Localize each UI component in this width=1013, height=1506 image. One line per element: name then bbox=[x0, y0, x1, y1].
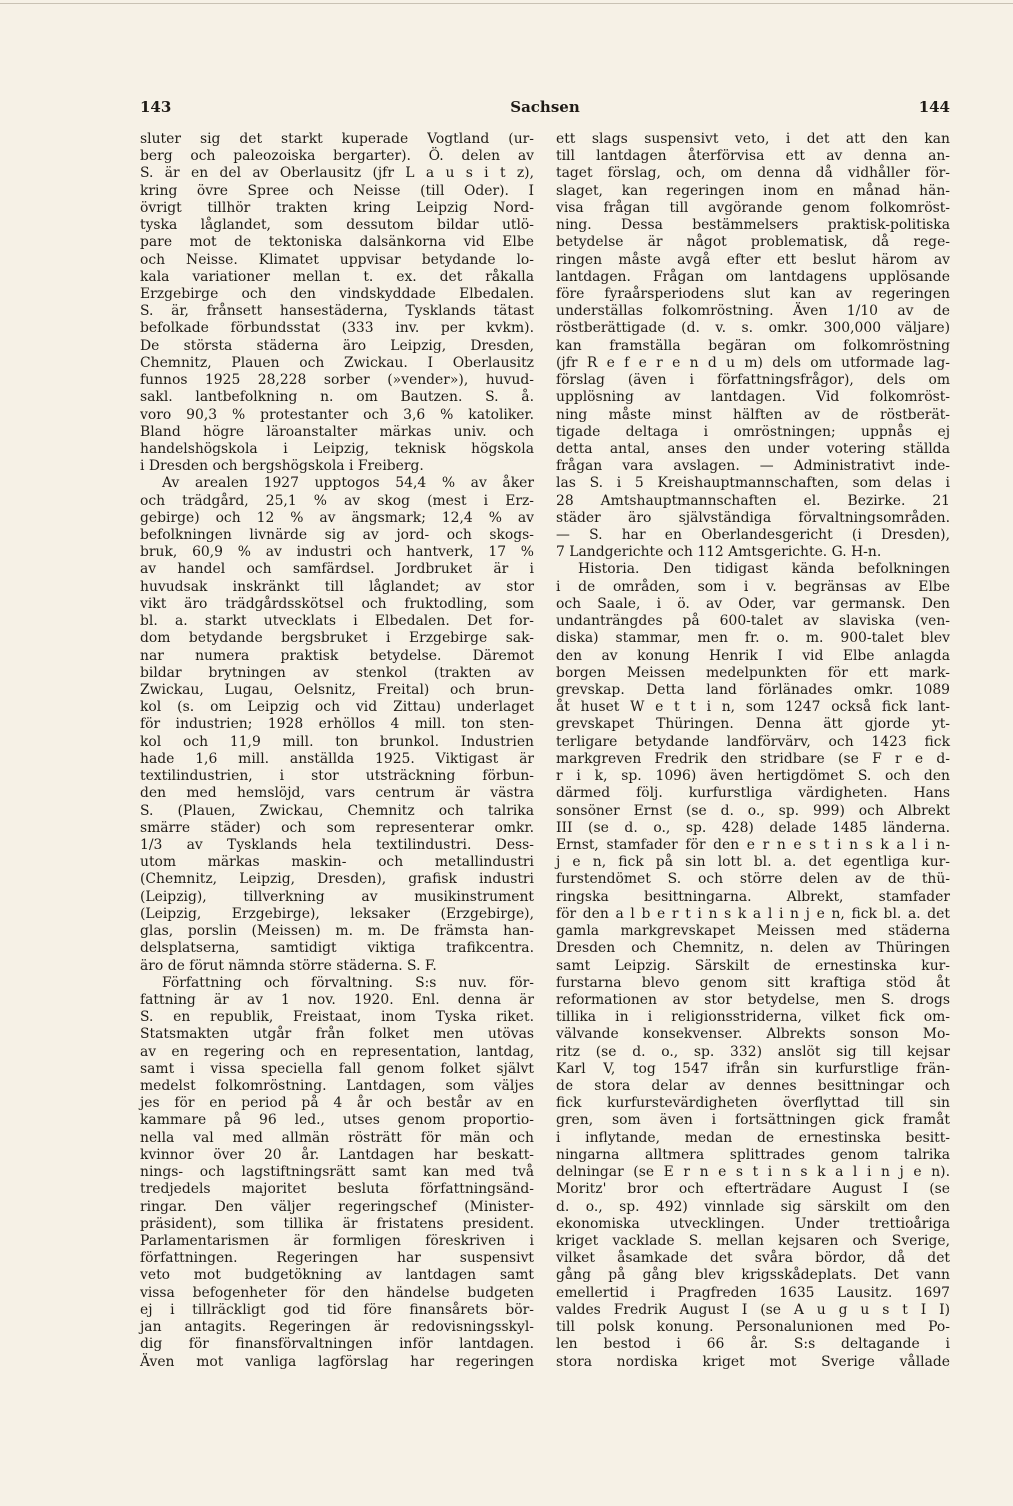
text-line: kammare på 96 led., utses genom proportio- bbox=[140, 1112, 534, 1129]
text-line: hade 1,6 mill. anställda 1925. Viktigast är bbox=[140, 750, 534, 767]
text-line: Parlamentarismen är formligen föreskriven i bbox=[140, 1233, 534, 1249]
text-line: Moritz' bror och efterträdare August I (se bbox=[556, 1181, 950, 1198]
text-line: till lantdagen återförvisa ett av denna an- bbox=[556, 148, 950, 165]
text-line: i Dresden och bergshögskola i Freiberg. bbox=[140, 458, 424, 475]
left-column bbox=[140, 131, 534, 1371]
text-line: fick kurfurstevärdigheten överflyttad till sin bbox=[556, 1095, 950, 1112]
text-line: huvudsak inskränkt till låglandet; av stor bbox=[140, 578, 534, 595]
text-line: ett slags suspensivt veto, i det att den kan bbox=[556, 131, 950, 147]
text-line: samt Leipzig. Särskilt de ernestinska kur- bbox=[556, 957, 950, 974]
page-header bbox=[140, 98, 950, 120]
text-line: grevskap. Detta land förlänades omkr. 1089 bbox=[556, 682, 950, 698]
text-line: förslag (även i författningsfrågor), dels om bbox=[556, 372, 950, 389]
text-line: ringska besittningarna. Albrekt, stamfader bbox=[556, 888, 950, 905]
text-line: till polsk konung. Personalunionen med Po- bbox=[556, 1319, 950, 1336]
text-line: ekonomiska utvecklingen. Under trettioåriga bbox=[556, 1215, 950, 1232]
text-line: stora nordiska kriget mot Sverige vållade bbox=[556, 1353, 950, 1370]
text-line: tillika in i religionsstriderna, vilket fick om- bbox=[556, 1009, 950, 1026]
text-line: grevskapet Thüringen. Denna ätt gjorde yt- bbox=[556, 716, 950, 733]
text-line: ej i tillräckligt god tid före finansårets bör- bbox=[140, 1301, 534, 1318]
text-line: veto mot budgetökning av lantdagen samt bbox=[140, 1267, 534, 1284]
text-line: åt huset W e t t i n, som 1247 också fick lant- bbox=[556, 699, 950, 716]
text-line: befolkade förbundsstat (333 inv. per kvkm). bbox=[140, 320, 534, 337]
text-line: slaget, kan regeringen inom en månad hän- bbox=[556, 182, 950, 199]
text-line: gamla markgrevskapet Meissen med städerna bbox=[556, 923, 950, 940]
text-line: kring övre Spree och Neisse (till Oder). I bbox=[140, 182, 534, 199]
text-line: fattning är av 1 nov. 1920. Enl. denna är bbox=[140, 991, 534, 1008]
text-line: diska) stammar, men fr. o. m. 900-talet blev bbox=[556, 630, 950, 647]
text-line: därmed följ. kurfurstliga värdigheten. Hans bbox=[556, 785, 950, 802]
text-line: betydelse är något problematisk, då rege- bbox=[556, 234, 950, 251]
text-line: undanträngdes på 600-talet av slaviska (ven- bbox=[556, 613, 950, 630]
text-line: för industrien; 1928 erhöllos 4 mill. ton sten- bbox=[140, 716, 534, 733]
text-line: Historia. Den tidigast kända befolkningen bbox=[578, 561, 950, 578]
text-line: tyska låglandet, som dessutom bildar utlö- bbox=[140, 217, 534, 234]
text-line: bl. a. starkt utvecklats i Elbedalen. Det for- bbox=[140, 613, 534, 630]
text-line: vissa befogenheter för den händelse budgeten bbox=[140, 1284, 534, 1301]
text-line: 7 Landgerichte och 112 Amtsgerichte. G. H-n. bbox=[556, 544, 882, 561]
text-line: voro 90,3 % protestanter och 3,6 % katoliker. bbox=[140, 406, 534, 423]
text-line: delsplatserna, samtidigt viktiga trafikcentra. bbox=[140, 940, 534, 957]
text-line: furstendömet S. och större delen av de thü- bbox=[556, 871, 950, 888]
text-line: Statsmakten utgår från folket men utövas bbox=[140, 1026, 534, 1043]
text-line: kala variationer mellan t. ex. det råkalla bbox=[140, 268, 534, 285]
text-line: ning. Dessa bestämmelsers praktisk-politiska bbox=[556, 217, 950, 234]
text-line: före fyraårsperiodens slut kan av regeringen bbox=[556, 285, 950, 302]
text-line: jan antagits. Regeringen är redovisningsskyl- bbox=[140, 1319, 534, 1336]
text-line: III (se d. o., sp. 428) delade 1485 länderna. bbox=[556, 819, 950, 836]
text-line: vilket åsamkade det svåra bördor, då det bbox=[556, 1250, 950, 1267]
text-line: delningar (se E r n e s t i n s k a l i n j e n). bbox=[556, 1164, 950, 1181]
text-line: smärre städer) och som representerar omkr. bbox=[140, 819, 534, 836]
text-line: övrigt tillhör trakten kring Leipzig Nord- bbox=[140, 199, 534, 216]
text-line: S. är en del av Oberlausitz (jfr L a u s i t z), bbox=[140, 165, 534, 182]
text-line: frågan vara avslagen. — Administrativt inde- bbox=[556, 458, 950, 475]
text-line: Chemnitz, Plauen och Zwickau. I Oberlausitz bbox=[140, 354, 534, 371]
text-line: tredjedels majoritet besluta författningsänd- bbox=[140, 1181, 534, 1198]
text-line: samt i vissa speciella fall genom folket självt bbox=[140, 1060, 534, 1077]
text-line: gren, som även i fortsättningen gick framåt bbox=[556, 1112, 950, 1129]
text-line: emellertid i Pragfreden 1635 Lausitz. 1697 bbox=[556, 1284, 950, 1301]
text-line: Dresden och Chemnitz, n. delen av Thüringen bbox=[556, 940, 950, 957]
text-line: sakl. lantbefolkning n. om Bautzen. S. å. bbox=[140, 389, 534, 406]
text-line: vikt äro trädgårdsskötsel och fruktodling, som bbox=[140, 595, 534, 612]
text-line: nings- och lagstiftningsrätt samt kan med två bbox=[140, 1164, 534, 1181]
text-line: 28 Amtshauptmannschaften el. Bezirke. 21 bbox=[556, 492, 950, 509]
text-line: De största städerna äro Leipzig, Dresden, bbox=[140, 337, 534, 354]
text-line: d. o., sp. 492) vinnlade sig särskilt om den bbox=[556, 1198, 950, 1215]
text-line: befolkningen livnärde sig av jord- och skogs- bbox=[140, 527, 534, 544]
text-line: och Neisse. Klimatet uppvisar betydande lo- bbox=[140, 251, 534, 268]
text-line: taget förslag, och, om denna då vidhåller för- bbox=[556, 165, 950, 182]
text-line: glas, porslin (Meissen) m. m. De främsta han- bbox=[140, 923, 534, 940]
text-line: funnos 1925 28,228 sorber (»vender»), huvud- bbox=[140, 372, 534, 389]
text-line: handelshögskola i Leipzig, teknisk högskola bbox=[140, 440, 534, 457]
text-line: ringar. Den väljer regeringschef (Minister- bbox=[140, 1198, 534, 1215]
text-line: Författning och förvaltning. S:s nuv. för- bbox=[162, 974, 534, 991]
text-line: den med hemslöjd, vars centrum är västra bbox=[140, 785, 534, 802]
text-line: för den a l b e r t i n s k a l i n j e n, fick bl. a. det bbox=[556, 905, 950, 922]
text-line: valdes Fredrik August I (se A u g u s t I I) bbox=[556, 1301, 950, 1318]
text-line: berg och paleozoiska bergarter). Ö. delen av bbox=[140, 148, 534, 165]
text-line: S. är, frånsett hansestäderna, Tysklands tätast bbox=[140, 303, 534, 320]
text-line: S. (Plauen, Zwickau, Chemnitz och talrika bbox=[140, 802, 534, 819]
text-line: ningarna alltmera splittrades genom talrika bbox=[556, 1146, 950, 1163]
text-line: las S. i 5 Kreishauptmannschaften, som delas i bbox=[556, 475, 950, 492]
text-line: Zwickau, Lugau, Oelsnitz, Freital) och brun- bbox=[140, 682, 534, 698]
text-line: ning måste minst hälften av de röstberät- bbox=[556, 406, 950, 423]
text-line: kol och 11,9 mill. ton brunkol. Industrien bbox=[140, 733, 534, 750]
text-line: tigade deltaga i omröstningen; uppnås ej bbox=[556, 423, 950, 440]
text-line: kan framställa begäran om folkomröstning bbox=[556, 337, 950, 354]
text-line: dom betydande bergsbruket i Erzgebirge sak- bbox=[140, 630, 534, 647]
text-line: — S. har en Oberlandesgericht (i Dresden), bbox=[556, 527, 950, 544]
text-line: bildar brytningen av stenkol (trakten av bbox=[140, 664, 534, 681]
text-line: len bestod i 66 år. S:s deltagande i bbox=[556, 1336, 950, 1353]
text-line: underställas folkomröstning. Även 1/10 av de bbox=[556, 303, 950, 320]
text-line: S. en republik, Freistaat, inom Tyska riket. bbox=[140, 1009, 534, 1026]
text-line: detta antal, anses den under votering ställda bbox=[556, 440, 950, 457]
text-line: Karl V, tog 1547 ifrån sin kurfurstlige frän- bbox=[556, 1060, 950, 1077]
text-line: r i k, sp. 1096) även hertigdömet S. och den bbox=[556, 768, 950, 785]
text-line: kvinnor över 20 år. Lantdagen har beskatt- bbox=[140, 1146, 534, 1163]
text-line: sonsöner Ernst (se d. o., sp. 999) och Albrekt bbox=[556, 802, 950, 819]
page-number-right: 144 bbox=[918, 98, 950, 116]
text-line: jes för en period på 4 år och består av en bbox=[140, 1095, 534, 1112]
text-line: äro de förut nämnda större städerna. S. F. bbox=[140, 957, 437, 974]
text-line: kriget vacklade S. mellan kejsaren och Sverige, bbox=[556, 1233, 950, 1249]
text-line: j e n, fick på sin lott bl. a. det egentliga kur- bbox=[556, 854, 950, 871]
text-line: sluter sig det starkt kuperade Vogtland (ur- bbox=[140, 131, 534, 147]
text-line: lantdagen. Frågan om lantdagens upplösande bbox=[556, 268, 950, 285]
text-line: den av konung Henrik I vid Elbe anlagda bbox=[556, 647, 950, 664]
text-line: (Leipzig, Erzgebirge), leksaker (Erzgebirge), bbox=[140, 905, 534, 922]
text-line: pare mot de tektoniska dalsänkorna vid Elbe bbox=[140, 234, 534, 251]
text-line: präsident), som tillika är fristatens president. bbox=[140, 1215, 534, 1232]
text-line: bruk, 60,9 % av industri och hantverk, 17 % bbox=[140, 544, 534, 561]
text-line: (jfr R e f e r e n d u m) dels om utformade lag- bbox=[556, 354, 950, 371]
text-line: de stora delar av dennes besittningar och bbox=[556, 1078, 950, 1095]
text-line: röstberättigade (d. v. s. omkr. 300,000 väljare) bbox=[556, 320, 950, 337]
text-line: upplösning av lantdagen. Vid folkomröst- bbox=[556, 389, 950, 406]
top-rule bbox=[0, 3, 1013, 4]
text-line: i de områden, som i v. begränsas av Elbe bbox=[556, 578, 950, 595]
text-line: Bland högre läroanstalter märkas univ. och bbox=[140, 423, 534, 440]
text-line: reformationen av stor betydelse, men S. drogs bbox=[556, 991, 950, 1008]
text-line: gång på gång blev krigsskådeplats. Det vann bbox=[556, 1267, 950, 1284]
text-line: gebirge) och 12 % av ängsmark; 12,4 % av bbox=[140, 509, 534, 526]
text-line: ringen måste avgå efter ett beslut härom av bbox=[556, 251, 950, 268]
text-line: författningen. Regeringen har suspensivt bbox=[140, 1250, 534, 1267]
text-line: (Chemnitz, Leipzig, Dresden), grafisk industri bbox=[140, 871, 534, 888]
page-title: Sachsen bbox=[510, 98, 580, 116]
text-line: nar numera praktisk betydelse. Däremot bbox=[140, 647, 534, 664]
text-line: ritz (se d. o., sp. 332) anslöt sig till kejsar bbox=[556, 1043, 950, 1060]
text-line: Ernst, stamfader för den e r n e s t i n s k a l i n- bbox=[556, 836, 950, 853]
text-line: Av arealen 1927 upptogos 54,4 % av åker bbox=[162, 475, 534, 492]
text-line: av handel och samfärdsel. Jordbruket är i bbox=[140, 561, 534, 578]
text-line: visa frågan till avgörande genom folkomröst- bbox=[556, 199, 950, 216]
text-line: och Saale, i ö. av Oder, var germansk. Den bbox=[556, 595, 950, 612]
text-line: (Leipzig), tillverkning av musikinstrument bbox=[140, 888, 534, 905]
right-column bbox=[556, 131, 950, 1371]
text-line: medelst folkomröstning. Lantdagen, som väljes bbox=[140, 1078, 534, 1095]
text-line: och trädgård, 25,1 % av skog (mest i Erz- bbox=[140, 492, 534, 509]
text-line: städer äro självständiga förvaltningsområden. bbox=[556, 509, 950, 526]
text-line: terligare betydande landförvärv, och 1423 fick bbox=[556, 733, 950, 750]
text-line: nella val med allmän rösträtt för män och bbox=[140, 1129, 534, 1146]
text-line: markgreven Fredrik den stridbare (se F r e d- bbox=[556, 750, 950, 767]
page-number-left: 143 bbox=[140, 98, 172, 116]
text-line: välvande konsekvenser. Albrekts sonson Mo- bbox=[556, 1026, 950, 1043]
text-line: borgen Meissen medelpunkten för ett mark- bbox=[556, 664, 950, 681]
text-line: textilindustrien, i stor utsträckning förbun- bbox=[140, 768, 534, 785]
text-line: Erzgebirge och den vindskyddade Elbedalen. bbox=[140, 285, 534, 302]
text-line: utom märkas maskin- och metallindustri bbox=[140, 854, 534, 871]
text-line: dig för finansförvaltningen inför lantdagen. bbox=[140, 1336, 534, 1353]
text-line: furstarna blevo genom sitt kraftiga stöd åt bbox=[556, 974, 950, 991]
text-line: i inflytande, medan de ernestinska besitt- bbox=[556, 1129, 950, 1146]
text-line: av en regering och en representation, lantdag, bbox=[140, 1043, 534, 1060]
text-line: kol (s. om Leipzig och vid Zittau) underlaget bbox=[140, 699, 534, 716]
text-line: 1/3 av Tysklands hela textilindustri. Dess- bbox=[140, 836, 534, 853]
text-line: Även mot vanliga lagförslag har regeringen bbox=[140, 1353, 534, 1370]
